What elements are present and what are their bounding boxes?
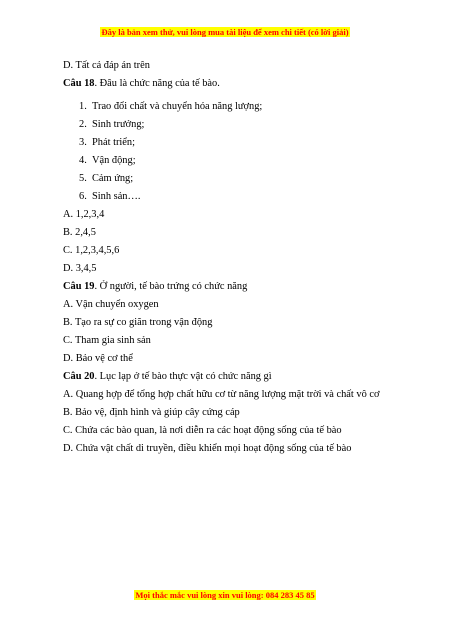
question-20 <box>63 368 433 386</box>
question-19-text: . Ở người, tế bào trứng có chức năng <box>94 281 248 292</box>
question-18-text: . Đâu là chức năng của tế bào. <box>94 78 220 89</box>
list-item: 5. Cảm ứng; <box>79 173 134 184</box>
question-18 <box>63 75 433 93</box>
question-18-option-a: A. 1,2,3,4 <box>63 209 105 220</box>
previous-question-option-d: D. Tất cả đáp án trên <box>63 60 150 71</box>
question-20-option-d: D. Chứa vật chất di truyền, điều khiển mọi hoạt động sống của tế bào <box>63 443 352 454</box>
question-18-option-c: C. 1,2,3,4,5,6 <box>63 245 120 256</box>
list-item: 6. Sinh sản…. <box>79 191 141 202</box>
question-20-text: . Lục lạp ở tế bào thực vật có chức năng gì <box>94 371 272 382</box>
question-18-item-list <box>63 98 433 206</box>
question-19-number: Câu 19 <box>63 281 95 292</box>
contact-footer-text: Mọi thắc mắc vui lòng xin vui lòng: 084 283 45 85 <box>135 590 315 600</box>
question-18-number: Câu 18 <box>63 78 95 89</box>
question-18-option-d: D. 3,4,5 <box>63 263 97 274</box>
list-item: 3. Phát triển; <box>79 137 135 148</box>
preview-notice-text: Đây là bản xem thử, vui lòng mua tài liệu để xem chi tiết (có lời giải) <box>101 27 349 37</box>
question-20-option-a: A. Quang hợp để tổng hợp chất hữu cơ từ năng lượng mặt trời và chất vô cơ <box>63 389 380 400</box>
question-19 <box>63 278 433 296</box>
question-20-number: Câu 20 <box>63 371 95 382</box>
contact-footer-banner <box>0 590 450 600</box>
question-18-option-b: B. 2,4,5 <box>63 227 96 238</box>
preview-notice-banner <box>0 27 450 37</box>
document-body <box>63 57 433 458</box>
question-19-option-c: C. Tham gia sinh sản <box>63 335 151 346</box>
question-19-option-a: A. Vận chuyển oxygen <box>63 299 159 310</box>
question-19-option-b: B. Tạo ra sự co giãn trong vận động <box>63 317 213 328</box>
question-20-option-b: B. Bảo vệ, định hình và giúp cây cứng cáp <box>63 407 240 418</box>
list-item: 2. Sinh trưởng; <box>79 119 145 130</box>
list-item: 4. Vận động; <box>79 155 136 166</box>
question-20-option-c: C. Chứa các bào quan, là nơi diễn ra các hoạt động sống của tế bào <box>63 425 342 436</box>
list-item: 1. Trao đổi chất và chuyển hóa năng lượng; <box>79 101 263 112</box>
question-19-option-d: D. Bảo vệ cơ thể <box>63 353 133 364</box>
